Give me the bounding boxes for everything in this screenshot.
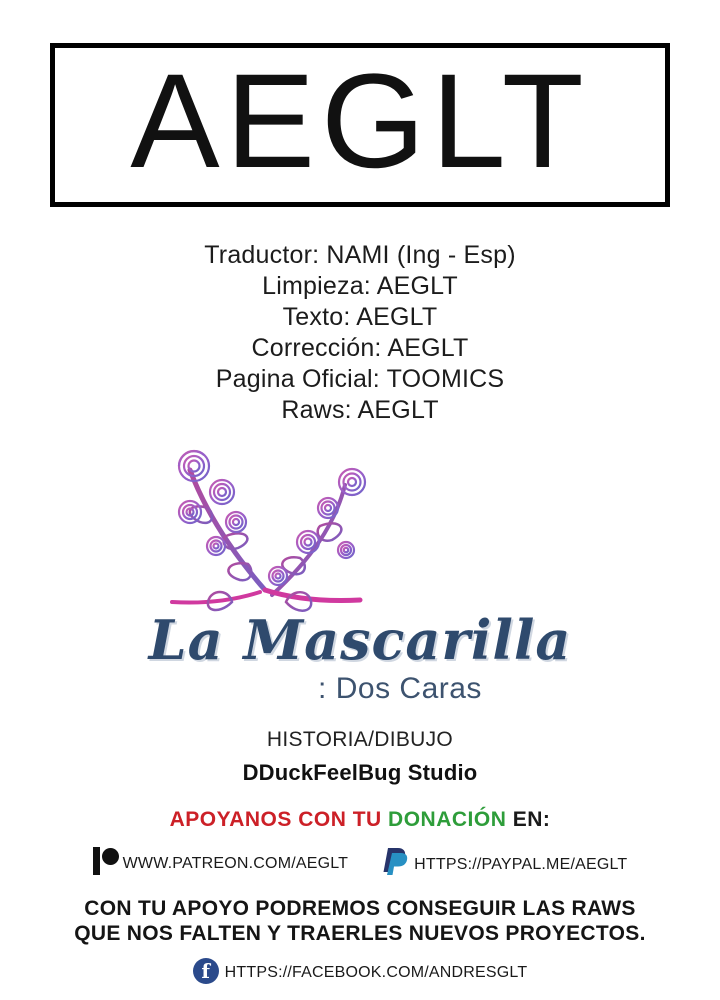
author-studio-name: DDuckFeelBug Studio — [242, 760, 478, 785]
credit-line-cleaning: Limpieza: AEGLT — [262, 272, 458, 300]
donation-links-row — [0, 846, 720, 876]
facebook-icon: f — [193, 958, 219, 984]
patreon-icon — [93, 847, 119, 875]
credit-line-proofreading: Corrección: AEGLT — [251, 334, 469, 362]
support-message — [0, 896, 720, 946]
scanlation-logo-banner — [50, 43, 670, 207]
support-message-line-2: QUE NOS FALTEN Y TRAERLES NUEVOS PROYECTOS. — [74, 922, 646, 945]
paypal-link[interactable] — [382, 846, 627, 876]
credit-line-translator: Traductor: NAMI (Ing - Esp) — [204, 241, 516, 269]
credit-line-official-page: Pagina Oficial: TOOMICS — [215, 365, 505, 393]
donation-callout-prefix: APOYANOS CON TU — [169, 808, 389, 831]
donation-callout-highlight: DONACIÓN — [388, 808, 507, 831]
author-block — [0, 728, 720, 786]
series-title: La Mascarilla — [148, 608, 572, 672]
credits-block — [0, 240, 720, 426]
credit-line-raws: Raws: AEGLT — [281, 396, 439, 424]
scanlation-logo-text: AEGLT — [130, 47, 590, 196]
patreon-link[interactable] — [93, 847, 349, 875]
support-message-line-1: CON TU APOYO PODREMOS CONSEGUIR LAS RAWS — [84, 897, 636, 920]
series-subtitle: : Dos Caras — [318, 672, 482, 705]
facebook-link[interactable] — [0, 958, 720, 984]
floral-branch-ornament — [160, 430, 400, 630]
donation-callout-suffix: EN: — [506, 808, 551, 831]
donation-callout — [0, 808, 720, 832]
paypal-url-label: HTTPS://PAYPAL.ME/AEGLT — [414, 856, 628, 873]
paypal-icon — [382, 846, 410, 876]
author-role-label: HISTORIA/DIBUJO — [266, 728, 454, 751]
patreon-url-label: WWW.PATREON.COM/AEGLT — [122, 855, 349, 872]
credit-line-typesetting: Texto: AEGLT — [282, 303, 438, 331]
facebook-url-label: HTTPS://FACEBOOK.COM/ANDRESGLT — [224, 964, 528, 981]
